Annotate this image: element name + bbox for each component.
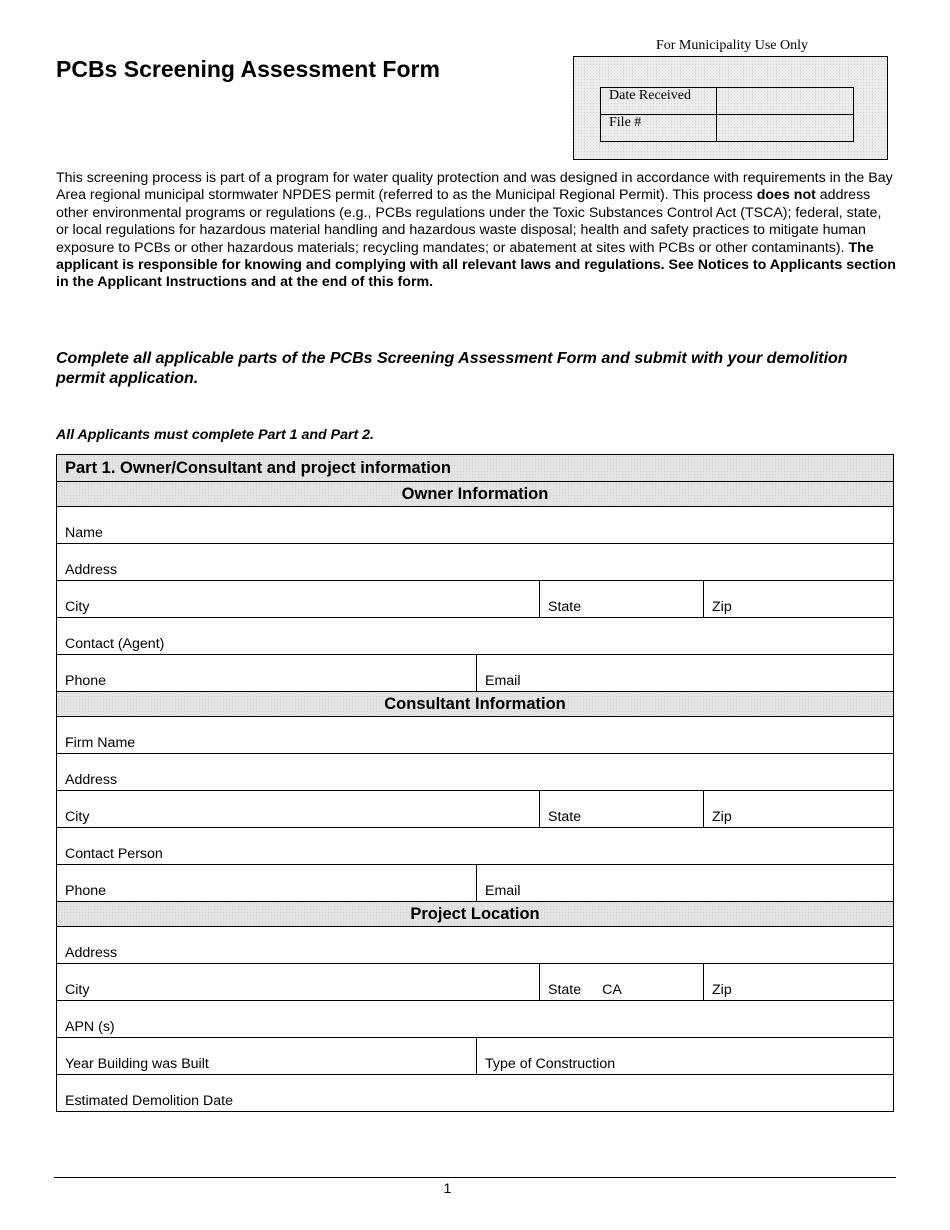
project-city-field[interactable] — [57, 964, 539, 1000]
project-city-row — [57, 963, 893, 1000]
project-location-heading: Project Location — [57, 901, 893, 926]
consultant-address-label: Address — [65, 772, 118, 788]
owner-phone-field[interactable] — [57, 655, 476, 691]
project-apn-label: APN (s) — [65, 1019, 115, 1035]
consultant-zip-label: Zip — [712, 809, 732, 825]
consultant-email-field[interactable] — [476, 865, 893, 901]
consultant-phone-row — [57, 864, 893, 901]
owner-name-label: Name — [65, 525, 103, 541]
owner-email-label: Email — [485, 673, 521, 689]
intro-text-2: address other environmental programs or regulations (e.g., PCBs regulations under the Toxic Substances Control Act (TSCA); federal, state, or local regulations for hazardous material handling and hazardous waste disposal; health and safety practices to mitigate human exposure to PCBs or other hazardous materials; recycling mandates; or abatement at sites with PCBs or other contaminants). — [56, 187, 882, 256]
consultant-email-label: Email — [485, 883, 521, 899]
consultant-zip-field[interactable] — [703, 791, 893, 827]
owner-city-field[interactable] — [57, 581, 539, 617]
intro-bold-does-not: does not — [756, 187, 816, 204]
consultant-contact-row — [57, 827, 893, 864]
project-demolition-row — [57, 1074, 893, 1111]
owner-state-label: State — [548, 599, 582, 615]
project-address-label: Address — [65, 945, 118, 961]
owner-zip-label: Zip — [712, 599, 732, 615]
owner-contact-row — [57, 617, 893, 654]
consultant-information-heading: Consultant Information — [57, 691, 893, 716]
project-address-row — [57, 926, 893, 963]
project-construction-label: Type of Construction — [485, 1056, 616, 1072]
consultant-state-field[interactable] — [539, 791, 703, 827]
file-number-label: File # — [601, 115, 717, 142]
project-state-label: State — [548, 982, 582, 998]
municipality-caption: For Municipality Use Only — [655, 38, 809, 53]
owner-zip-field[interactable] — [703, 581, 893, 617]
consultant-city-label: City — [65, 809, 90, 825]
owner-address-field[interactable] — [57, 544, 893, 580]
owner-name-field[interactable] — [57, 507, 893, 543]
file-number-field[interactable] — [717, 115, 854, 142]
consultant-firm-label: Firm Name — [65, 735, 136, 751]
municipality-table — [600, 87, 854, 142]
intro-text-1: This screening process is part of a program for water quality protection and was designed in accordance with requirements in the Bay Area regional municipal stormwater NPDES permit (referred to as the Municipal Regional Permit). This process — [56, 170, 893, 204]
owner-state-field[interactable] — [539, 581, 703, 617]
project-zip-label: Zip — [712, 982, 732, 998]
consultant-phone-field[interactable] — [57, 865, 476, 901]
project-demolition-date-label: Estimated Demolition Date — [65, 1093, 233, 1109]
owner-contact-label: Contact (Agent) — [65, 636, 165, 652]
consultant-address-field[interactable] — [57, 754, 893, 790]
owner-phone-row — [57, 654, 893, 691]
date-received-row — [601, 88, 854, 115]
consultant-phone-label: Phone — [65, 883, 107, 899]
part1-form — [56, 454, 894, 1112]
project-demolition-date-field[interactable] — [57, 1075, 893, 1111]
owner-information-heading: Owner Information — [57, 481, 893, 506]
owner-phone-label: Phone — [65, 673, 107, 689]
must-complete-note: All Applicants must complete Part 1 and Part 2. — [56, 427, 374, 443]
project-year-built-label: Year Building was Built — [65, 1056, 209, 1072]
owner-email-field[interactable] — [476, 655, 893, 691]
project-address-field[interactable] — [57, 927, 893, 963]
page-title: PCBs Screening Assessment Form — [56, 56, 440, 82]
consultant-firm-row — [57, 716, 893, 753]
date-received-field[interactable] — [717, 88, 854, 115]
page-number: 1 — [443, 1181, 452, 1197]
consultant-city-row — [57, 790, 893, 827]
consultant-state-label: State — [548, 809, 582, 825]
project-year-row — [57, 1037, 893, 1074]
project-state-value: CA — [602, 982, 622, 998]
owner-city-label: City — [65, 599, 90, 615]
owner-contact-field[interactable] — [57, 618, 893, 654]
footer-divider — [54, 1177, 896, 1178]
project-year-built-field[interactable] — [57, 1038, 476, 1074]
consultant-firm-field[interactable] — [57, 717, 893, 753]
project-state-field[interactable] — [539, 964, 703, 1000]
project-apn-field[interactable] — [57, 1001, 893, 1037]
owner-city-row — [57, 580, 893, 617]
consultant-address-row — [57, 753, 893, 790]
date-received-label: Date Received — [601, 88, 717, 115]
project-apn-row — [57, 1000, 893, 1037]
consultant-contact-label: Contact Person — [65, 846, 163, 862]
part1-heading: Part 1. Owner/Consultant and project information — [57, 455, 893, 481]
file-number-row — [601, 115, 854, 142]
consultant-contact-field[interactable] — [57, 828, 893, 864]
consultant-city-field[interactable] — [57, 791, 539, 827]
municipality-use-box — [573, 56, 888, 160]
project-construction-field[interactable] — [476, 1038, 893, 1074]
owner-name-row — [57, 506, 893, 543]
owner-address-label: Address — [65, 562, 118, 578]
project-zip-field[interactable] — [703, 964, 893, 1000]
owner-address-row — [57, 543, 893, 580]
intro-bold-responsibility: The applicant is responsible for knowing and complying with all relevant laws and regulations. See Notices to Applicants section in the Applicant Instructions and at the end of this form. — [56, 239, 896, 291]
project-city-label: City — [65, 982, 90, 998]
intro-paragraph — [56, 170, 896, 292]
submission-instruction: Complete all applicable parts of the PCBs Screening Assessment Form and submit with your demolition permit application. — [56, 350, 848, 387]
